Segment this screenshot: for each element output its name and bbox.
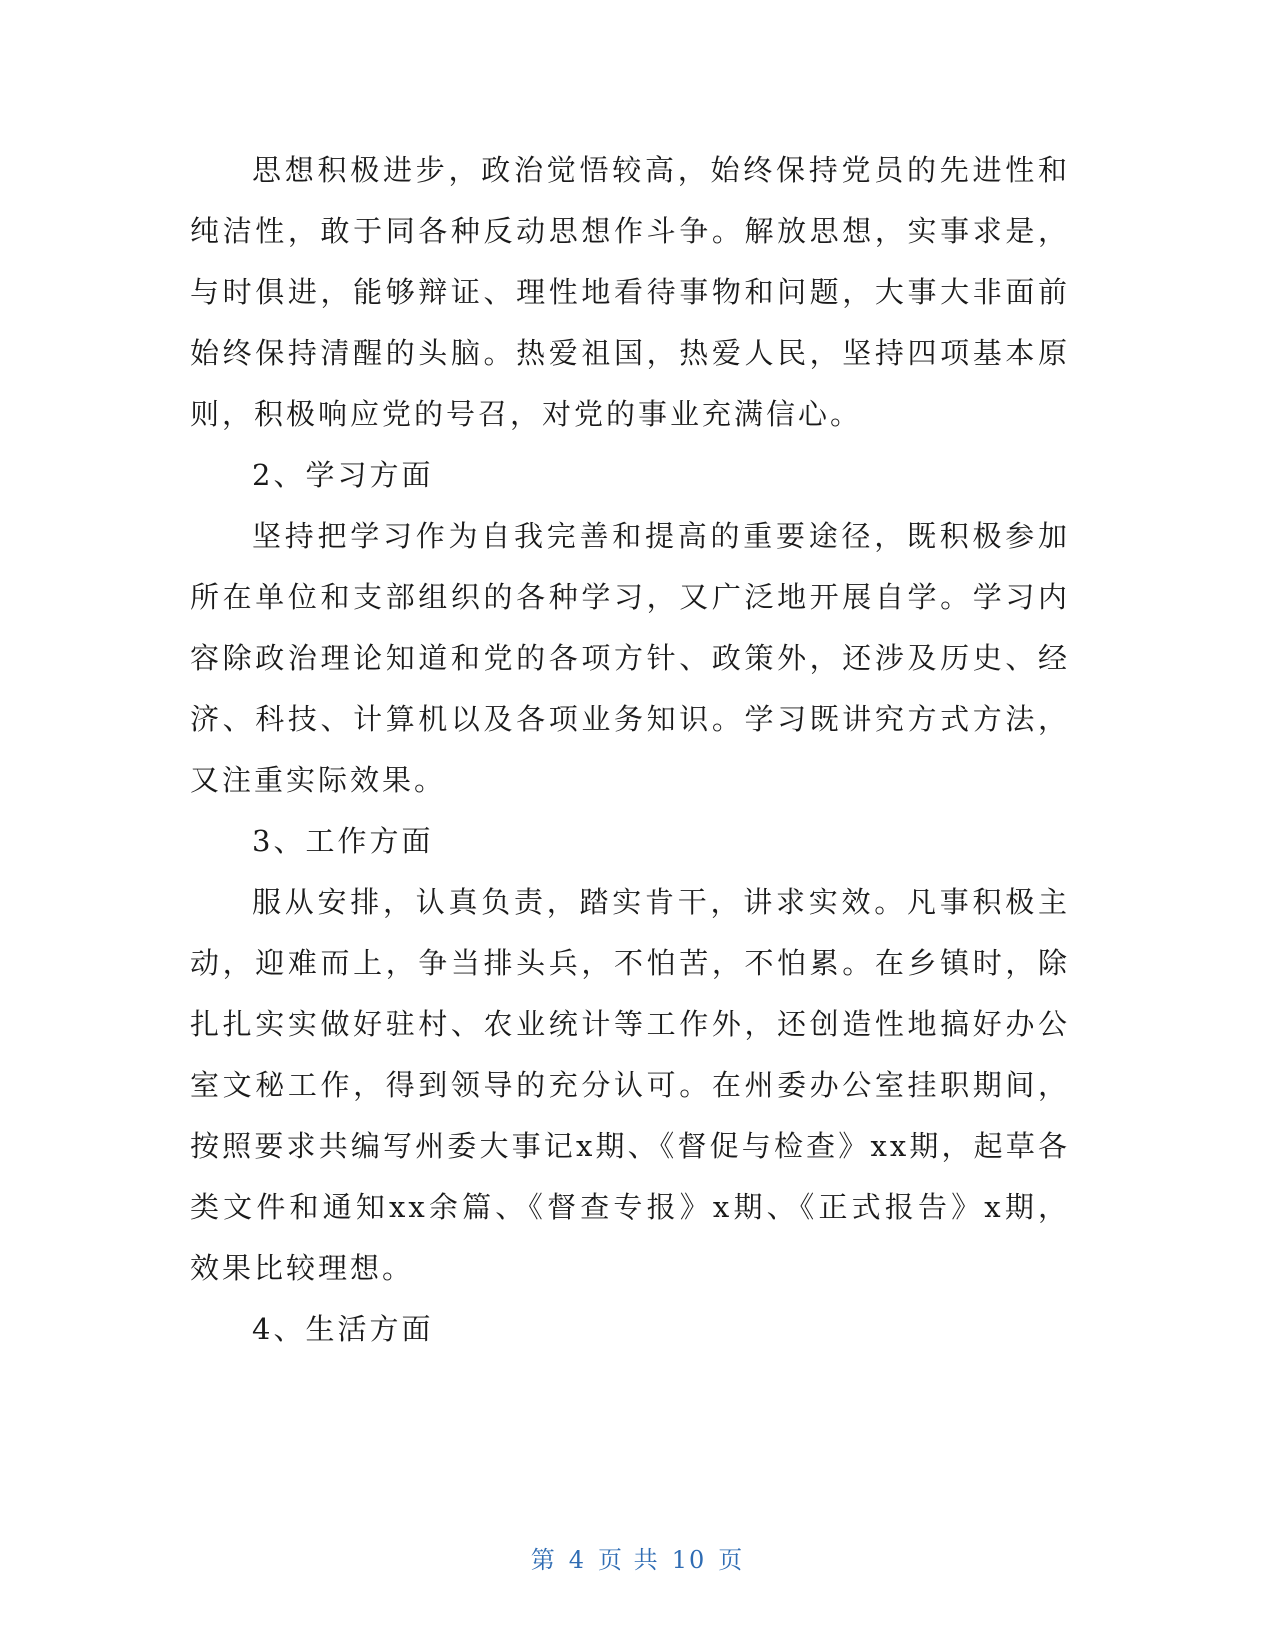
section-heading-work: 3、工作方面	[252, 824, 434, 858]
paragraph-work: 服从安排，认真负责，踏实肯干，讲求实效。凡事积极主动，迎难而上，争当排头兵，不怕苦，不怕累。在乡镇时，除扎扎实实做好驻村、农业统计等工作外，还创造性地搞好办公室文秘工作，得到领导的充分认可。在州委办公室挂职期间，按照要求共编写州委大事记x期、《督促与检查》xx期，起草各类文件和通知xx余篇、《督查专报》x期、《正式报告》x期，效果比较理想。	[190, 885, 1070, 1285]
document-body	[190, 140, 1070, 1360]
footer-total-pages: 10	[671, 1546, 707, 1574]
section-heading-life: 4、生活方面	[252, 1312, 434, 1346]
footer-current-page: 4	[568, 1546, 587, 1574]
paragraph-study: 坚持把学习作为自我完善和提高的重要途径，既积极参加所在单位和支部组织的各种学习，又广泛地开展自学。学习内容除政治理论知道和党的各项方针、政策外，还涉及历史、经济、科技、计算机以及各项业务知识。学习既讲究方式方法，又注重实际效果。	[190, 519, 1070, 797]
page-footer	[0, 1540, 1275, 1575]
footer-prefix: 第	[530, 1546, 557, 1574]
footer-middle: 页 共	[598, 1546, 660, 1574]
section-heading-study: 2、学习方面	[252, 458, 434, 492]
footer-suffix: 页	[718, 1546, 745, 1574]
paragraph-ideology: 思想积极进步，政治觉悟较高，始终保持党员的先进性和纯洁性，敢于同各种反动思想作斗争。解放思想，实事求是，与时俱进，能够辩证、理性地看待事物和问题，大事大非面前始终保持清醒的头脑。热爱祖国，热爱人民，坚持四项基本原则，积极响应党的号召，对党的事业充满信心。	[190, 153, 1070, 431]
